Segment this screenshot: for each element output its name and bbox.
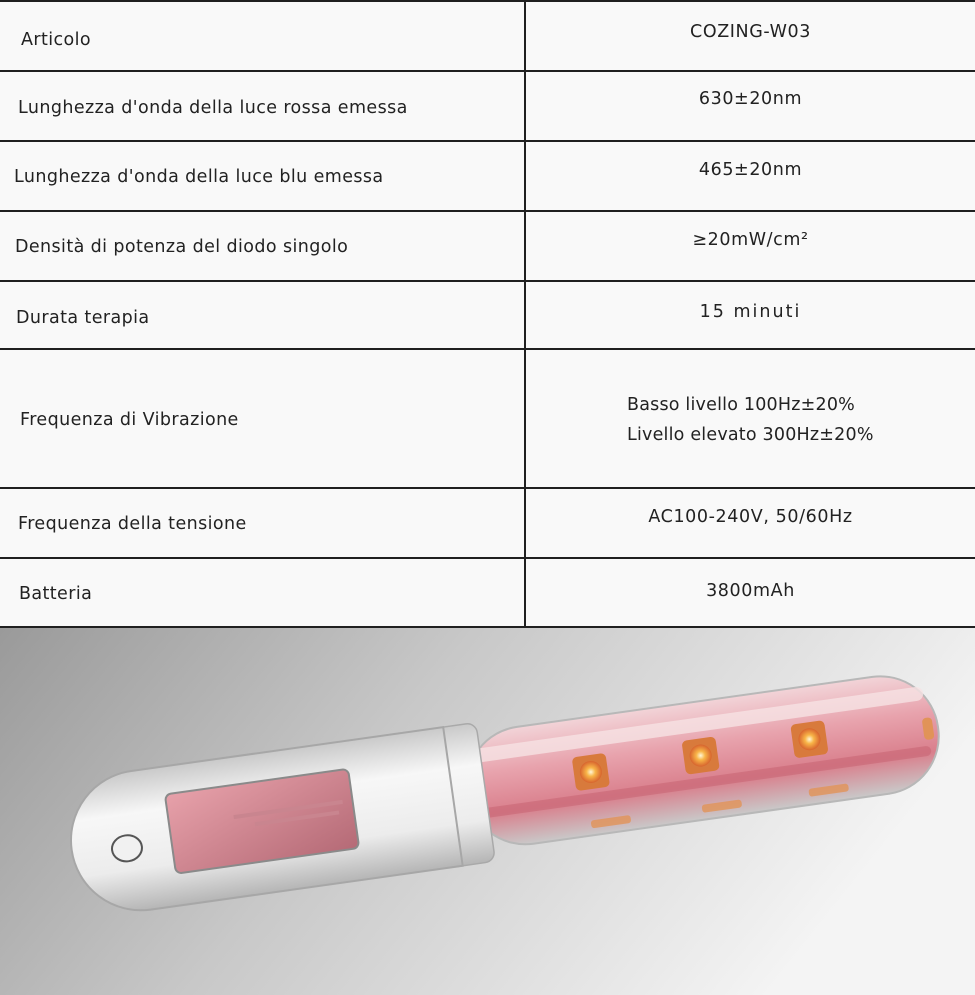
row-label: Densità di potenza del diodo singolo bbox=[0, 212, 526, 282]
value-text: ≥20mW/cm² bbox=[692, 230, 809, 250]
row-value bbox=[526, 212, 975, 282]
row-value bbox=[526, 282, 975, 352]
table-row bbox=[0, 210, 975, 282]
led bbox=[572, 753, 610, 791]
value-text: 465±20nm bbox=[698, 160, 803, 180]
table-row bbox=[0, 140, 975, 212]
row-value bbox=[526, 350, 975, 490]
led bbox=[790, 720, 828, 758]
row-value bbox=[526, 489, 975, 559]
value-text: 15 minuti bbox=[699, 302, 802, 322]
device-illustration bbox=[0, 628, 975, 995]
row-value bbox=[526, 142, 975, 212]
table-row bbox=[0, 280, 975, 352]
value-text: AC100-240V, 50/60Hz bbox=[648, 507, 853, 527]
row-label: Frequenza di Vibrazione bbox=[0, 350, 526, 490]
value-line: Livello elevato 300Hz±20% bbox=[627, 425, 874, 445]
value-text: 3800mAh bbox=[706, 581, 795, 601]
row-label: Articolo bbox=[0, 2, 526, 72]
row-label: Durata terapia bbox=[0, 282, 526, 352]
table-row bbox=[0, 557, 975, 628]
row-label: Lunghezza d'onda della luce blu emessa bbox=[0, 142, 526, 212]
row-value bbox=[526, 72, 975, 142]
table-row bbox=[0, 0, 975, 72]
row-label: Lunghezza d'onda della luce rossa emessa bbox=[0, 72, 526, 142]
row-label: Batteria bbox=[0, 559, 526, 626]
value-text: COZING-W03 bbox=[690, 22, 811, 42]
row-value bbox=[526, 559, 975, 626]
table-row bbox=[0, 348, 975, 490]
value-multiline bbox=[627, 390, 874, 450]
value-text: 630±20nm bbox=[698, 89, 803, 109]
row-value bbox=[526, 2, 975, 72]
led bbox=[681, 736, 719, 774]
table-row bbox=[0, 487, 975, 559]
table-row bbox=[0, 70, 975, 142]
product-photo bbox=[0, 628, 975, 995]
row-label: Frequenza della tensione bbox=[0, 489, 526, 559]
value-line: Basso livello 100Hz±20% bbox=[627, 395, 855, 415]
